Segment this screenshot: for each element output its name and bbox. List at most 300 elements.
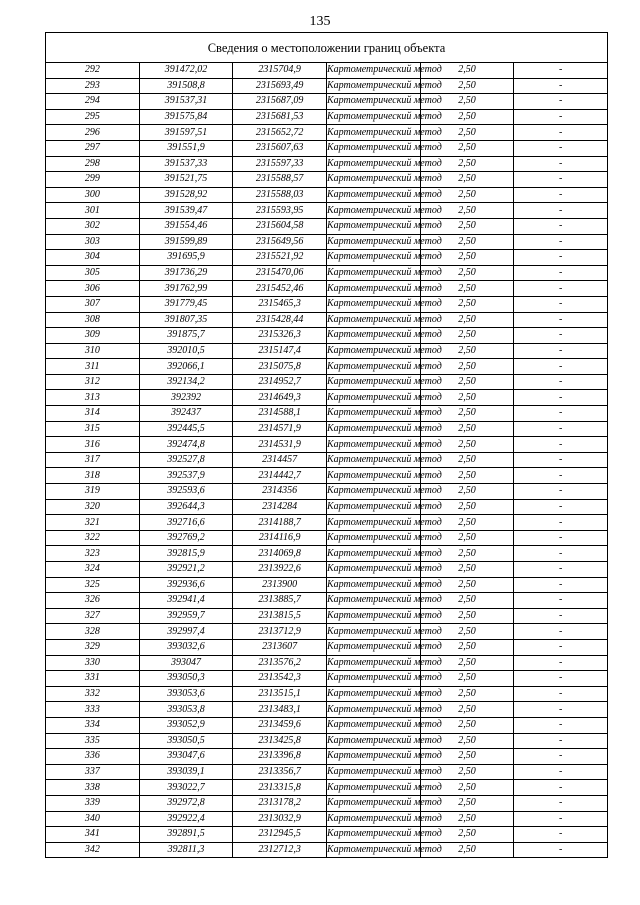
table-row xyxy=(46,78,608,94)
method-cell: Картометрический метод xyxy=(326,406,420,422)
y-coordinate-cell: 2313032,9 xyxy=(233,811,327,827)
point-number-cell: 320 xyxy=(46,499,140,515)
point-number-cell: 309 xyxy=(46,328,140,344)
table-row xyxy=(46,593,608,609)
point-number-cell: 331 xyxy=(46,671,140,687)
x-coordinate-cell: 391539,47 xyxy=(139,203,233,219)
table-row xyxy=(46,484,608,500)
description-cell: - xyxy=(514,764,608,780)
x-coordinate-cell: 392716,6 xyxy=(139,515,233,531)
table-row xyxy=(46,218,608,234)
description-cell: - xyxy=(514,374,608,390)
point-number-cell: 332 xyxy=(46,686,140,702)
method-cell: Картометрический метод xyxy=(326,655,420,671)
x-coordinate-cell: 391508,8 xyxy=(139,78,233,94)
description-cell: - xyxy=(514,749,608,765)
table-row xyxy=(46,437,608,453)
description-cell: - xyxy=(514,639,608,655)
method-cell: Картометрический метод xyxy=(326,639,420,655)
method-cell: Картометрический метод xyxy=(326,265,420,281)
x-coordinate-cell: 393053,6 xyxy=(139,686,233,702)
accuracy-cell: 2,50 xyxy=(420,452,514,468)
description-cell: - xyxy=(514,452,608,468)
point-number-cell: 327 xyxy=(46,608,140,624)
method-cell: Картометрический метод xyxy=(326,343,420,359)
y-coordinate-cell: 2314116,9 xyxy=(233,530,327,546)
x-coordinate-cell: 393052,9 xyxy=(139,717,233,733)
description-cell: - xyxy=(514,702,608,718)
x-coordinate-cell: 391779,45 xyxy=(139,296,233,312)
point-number-cell: 311 xyxy=(46,359,140,375)
description-cell: - xyxy=(514,468,608,484)
point-number-cell: 330 xyxy=(46,655,140,671)
point-number-cell: 316 xyxy=(46,437,140,453)
y-coordinate-cell: 2315588,57 xyxy=(233,172,327,188)
description-cell: - xyxy=(514,250,608,266)
table-row xyxy=(46,172,608,188)
y-coordinate-cell: 2312945,5 xyxy=(233,827,327,843)
accuracy-cell: 2,50 xyxy=(420,749,514,765)
x-coordinate-cell: 391554,46 xyxy=(139,218,233,234)
accuracy-cell: 2,50 xyxy=(420,187,514,203)
method-cell: Картометрический метод xyxy=(326,842,420,858)
x-coordinate-cell: 392134,2 xyxy=(139,374,233,390)
description-cell: - xyxy=(514,484,608,500)
x-coordinate-cell: 392066,1 xyxy=(139,359,233,375)
table-row xyxy=(46,577,608,593)
y-coordinate-cell: 2315326,3 xyxy=(233,328,327,344)
x-coordinate-cell: 392769,2 xyxy=(139,530,233,546)
method-cell: Картометрический метод xyxy=(326,125,420,141)
x-coordinate-cell: 391875,7 xyxy=(139,328,233,344)
y-coordinate-cell: 2313425,8 xyxy=(233,733,327,749)
point-number-cell: 334 xyxy=(46,717,140,733)
x-coordinate-cell: 393022,7 xyxy=(139,780,233,796)
accuracy-cell: 2,50 xyxy=(420,639,514,655)
y-coordinate-cell: 2315687,09 xyxy=(233,94,327,110)
description-cell: - xyxy=(514,265,608,281)
description-cell: - xyxy=(514,733,608,749)
description-cell: - xyxy=(514,686,608,702)
description-cell: - xyxy=(514,63,608,79)
description-cell: - xyxy=(514,281,608,297)
accuracy-cell: 2,50 xyxy=(420,250,514,266)
y-coordinate-cell: 2314442,7 xyxy=(233,468,327,484)
accuracy-cell: 2,50 xyxy=(420,328,514,344)
section-title: Сведения о местоположении границ объекта xyxy=(46,33,608,63)
x-coordinate-cell: 391599,89 xyxy=(139,234,233,250)
x-coordinate-cell: 391472,02 xyxy=(139,63,233,79)
y-coordinate-cell: 2313815,5 xyxy=(233,608,327,624)
y-coordinate-cell: 2315649,56 xyxy=(233,234,327,250)
y-coordinate-cell: 2315681,53 xyxy=(233,109,327,125)
table-row xyxy=(46,717,608,733)
x-coordinate-cell: 392959,7 xyxy=(139,608,233,624)
x-coordinate-cell: 392445,5 xyxy=(139,421,233,437)
table-row xyxy=(46,530,608,546)
method-cell: Картометрический метод xyxy=(326,156,420,172)
x-coordinate-cell: 392891,5 xyxy=(139,827,233,843)
x-coordinate-cell: 392811,3 xyxy=(139,842,233,858)
table-row xyxy=(46,515,608,531)
description-cell: - xyxy=(514,140,608,156)
point-number-cell: 305 xyxy=(46,265,140,281)
table-row xyxy=(46,499,608,515)
method-cell: Картометрический метод xyxy=(326,484,420,500)
point-number-cell: 295 xyxy=(46,109,140,125)
x-coordinate-cell: 391537,33 xyxy=(139,156,233,172)
accuracy-cell: 2,50 xyxy=(420,608,514,624)
y-coordinate-cell: 2315652,72 xyxy=(233,125,327,141)
y-coordinate-cell: 2315604,58 xyxy=(233,218,327,234)
accuracy-cell: 2,50 xyxy=(420,717,514,733)
accuracy-cell: 2,50 xyxy=(420,406,514,422)
y-coordinate-cell: 2314571,9 xyxy=(233,421,327,437)
method-cell: Картометрический метод xyxy=(326,764,420,780)
table-row xyxy=(46,702,608,718)
method-cell: Картометрический метод xyxy=(326,109,420,125)
point-number-cell: 314 xyxy=(46,406,140,422)
table-row xyxy=(46,811,608,827)
table-row xyxy=(46,827,608,843)
table-row xyxy=(46,125,608,141)
x-coordinate-cell: 392527,8 xyxy=(139,452,233,468)
point-number-cell: 333 xyxy=(46,702,140,718)
table-title-row xyxy=(46,33,608,63)
table-row xyxy=(46,109,608,125)
method-cell: Картометрический метод xyxy=(326,359,420,375)
description-cell: - xyxy=(514,717,608,733)
point-number-cell: 293 xyxy=(46,78,140,94)
table-row xyxy=(46,733,608,749)
x-coordinate-cell: 392537,9 xyxy=(139,468,233,484)
x-coordinate-cell: 392922,4 xyxy=(139,811,233,827)
point-number-cell: 300 xyxy=(46,187,140,203)
point-number-cell: 304 xyxy=(46,250,140,266)
accuracy-cell: 2,50 xyxy=(420,515,514,531)
method-cell: Картометрический метод xyxy=(326,78,420,94)
x-coordinate-cell: 392815,9 xyxy=(139,546,233,562)
point-number-cell: 312 xyxy=(46,374,140,390)
x-coordinate-cell: 392392 xyxy=(139,390,233,406)
y-coordinate-cell: 2315470,06 xyxy=(233,265,327,281)
method-cell: Картометрический метод xyxy=(326,250,420,266)
y-coordinate-cell: 2313576,2 xyxy=(233,655,327,671)
x-coordinate-cell: 392972,8 xyxy=(139,795,233,811)
accuracy-cell: 2,50 xyxy=(420,702,514,718)
method-cell: Картометрический метод xyxy=(326,312,420,328)
description-cell: - xyxy=(514,795,608,811)
point-number-cell: 325 xyxy=(46,577,140,593)
method-cell: Картометрический метод xyxy=(326,593,420,609)
x-coordinate-cell: 391575,84 xyxy=(139,109,233,125)
point-number-cell: 341 xyxy=(46,827,140,843)
table-row xyxy=(46,343,608,359)
description-cell: - xyxy=(514,811,608,827)
accuracy-cell: 2,50 xyxy=(420,827,514,843)
point-number-cell: 308 xyxy=(46,312,140,328)
method-cell: Картометрический метод xyxy=(326,733,420,749)
accuracy-cell: 2,50 xyxy=(420,390,514,406)
table-row xyxy=(46,359,608,375)
description-cell: - xyxy=(514,234,608,250)
y-coordinate-cell: 2313900 xyxy=(233,577,327,593)
x-coordinate-cell: 391528,92 xyxy=(139,187,233,203)
y-coordinate-cell: 2315521,92 xyxy=(233,250,327,266)
y-coordinate-cell: 2315704,9 xyxy=(233,63,327,79)
accuracy-cell: 2,50 xyxy=(420,218,514,234)
method-cell: Картометрический метод xyxy=(326,94,420,110)
y-coordinate-cell: 2313885,7 xyxy=(233,593,327,609)
description-cell: - xyxy=(514,842,608,858)
accuracy-cell: 2,50 xyxy=(420,265,514,281)
x-coordinate-cell: 391695,9 xyxy=(139,250,233,266)
point-number-cell: 313 xyxy=(46,390,140,406)
y-coordinate-cell: 2313922,6 xyxy=(233,562,327,578)
accuracy-cell: 2,50 xyxy=(420,234,514,250)
table-row xyxy=(46,546,608,562)
table-row xyxy=(46,156,608,172)
description-cell: - xyxy=(514,203,608,219)
y-coordinate-cell: 2315428,44 xyxy=(233,312,327,328)
accuracy-cell: 2,50 xyxy=(420,546,514,562)
method-cell: Картометрический метод xyxy=(326,686,420,702)
x-coordinate-cell: 391807,35 xyxy=(139,312,233,328)
description-cell: - xyxy=(514,421,608,437)
accuracy-cell: 2,50 xyxy=(420,499,514,515)
accuracy-cell: 2,50 xyxy=(420,624,514,640)
point-number-cell: 339 xyxy=(46,795,140,811)
accuracy-cell: 2,50 xyxy=(420,63,514,79)
point-number-cell: 324 xyxy=(46,562,140,578)
description-cell: - xyxy=(514,343,608,359)
table-row xyxy=(46,312,608,328)
accuracy-cell: 2,50 xyxy=(420,203,514,219)
y-coordinate-cell: 2315452,46 xyxy=(233,281,327,297)
method-cell: Картометрический метод xyxy=(326,437,420,453)
y-coordinate-cell: 2313483,1 xyxy=(233,702,327,718)
method-cell: Картометрический метод xyxy=(326,187,420,203)
description-cell: - xyxy=(514,125,608,141)
y-coordinate-cell: 2315465,3 xyxy=(233,296,327,312)
description-cell: - xyxy=(514,499,608,515)
table-row xyxy=(46,250,608,266)
y-coordinate-cell: 2313356,7 xyxy=(233,764,327,780)
x-coordinate-cell: 393047,6 xyxy=(139,749,233,765)
table-row xyxy=(46,780,608,796)
table-row xyxy=(46,764,608,780)
description-cell: - xyxy=(514,406,608,422)
description-cell: - xyxy=(514,156,608,172)
table-row xyxy=(46,94,608,110)
point-number-cell: 315 xyxy=(46,421,140,437)
accuracy-cell: 2,50 xyxy=(420,421,514,437)
point-number-cell: 329 xyxy=(46,639,140,655)
x-coordinate-cell: 391736,29 xyxy=(139,265,233,281)
accuracy-cell: 2,50 xyxy=(420,109,514,125)
description-cell: - xyxy=(514,312,608,328)
description-cell: - xyxy=(514,562,608,578)
table-row xyxy=(46,624,608,640)
x-coordinate-cell: 393032,6 xyxy=(139,639,233,655)
description-cell: - xyxy=(514,608,608,624)
accuracy-cell: 2,50 xyxy=(420,842,514,858)
page-number: 135 xyxy=(309,14,331,29)
point-number-cell: 328 xyxy=(46,624,140,640)
table-row xyxy=(46,468,608,484)
point-number-cell: 336 xyxy=(46,749,140,765)
description-cell: - xyxy=(514,827,608,843)
table-row xyxy=(46,655,608,671)
point-number-cell: 322 xyxy=(46,530,140,546)
table-row xyxy=(46,671,608,687)
accuracy-cell: 2,50 xyxy=(420,437,514,453)
y-coordinate-cell: 2313178,2 xyxy=(233,795,327,811)
point-number-cell: 342 xyxy=(46,842,140,858)
point-number-cell: 294 xyxy=(46,94,140,110)
description-cell: - xyxy=(514,780,608,796)
method-cell: Картометрический метод xyxy=(326,328,420,344)
method-cell: Картометрический метод xyxy=(326,140,420,156)
point-number-cell: 321 xyxy=(46,515,140,531)
description-cell: - xyxy=(514,546,608,562)
x-coordinate-cell: 392644,3 xyxy=(139,499,233,515)
x-coordinate-cell: 392474,8 xyxy=(139,437,233,453)
description-cell: - xyxy=(514,296,608,312)
table-row xyxy=(46,562,608,578)
method-cell: Картометрический метод xyxy=(326,827,420,843)
table-row xyxy=(46,842,608,858)
method-cell: Картометрический метод xyxy=(326,702,420,718)
accuracy-cell: 2,50 xyxy=(420,593,514,609)
x-coordinate-cell: 393050,5 xyxy=(139,733,233,749)
x-coordinate-cell: 391537,31 xyxy=(139,94,233,110)
point-number-cell: 340 xyxy=(46,811,140,827)
table-row xyxy=(46,265,608,281)
y-coordinate-cell: 2313712,9 xyxy=(233,624,327,640)
accuracy-cell: 2,50 xyxy=(420,733,514,749)
y-coordinate-cell: 2313542,3 xyxy=(233,671,327,687)
accuracy-cell: 2,50 xyxy=(420,140,514,156)
accuracy-cell: 2,50 xyxy=(420,312,514,328)
x-coordinate-cell: 391762,99 xyxy=(139,281,233,297)
description-cell: - xyxy=(514,187,608,203)
accuracy-cell: 2,50 xyxy=(420,468,514,484)
method-cell: Картометрический метод xyxy=(326,203,420,219)
point-number-cell: 301 xyxy=(46,203,140,219)
table-body xyxy=(46,33,608,858)
accuracy-cell: 2,50 xyxy=(420,655,514,671)
table-row xyxy=(46,281,608,297)
accuracy-cell: 2,50 xyxy=(420,686,514,702)
boundary-coordinates-table xyxy=(45,32,608,858)
point-number-cell: 338 xyxy=(46,780,140,796)
x-coordinate-cell: 392936,6 xyxy=(139,577,233,593)
x-coordinate-cell: 392010,5 xyxy=(139,343,233,359)
method-cell: Картометрический метод xyxy=(326,624,420,640)
table-row xyxy=(46,608,608,624)
description-cell: - xyxy=(514,328,608,344)
accuracy-cell: 2,50 xyxy=(420,374,514,390)
method-cell: Картометрический метод xyxy=(326,749,420,765)
accuracy-cell: 2,50 xyxy=(420,156,514,172)
y-coordinate-cell: 2315607,63 xyxy=(233,140,327,156)
method-cell: Картометрический метод xyxy=(326,795,420,811)
description-cell: - xyxy=(514,437,608,453)
method-cell: Картометрический метод xyxy=(326,421,420,437)
method-cell: Картометрический метод xyxy=(326,530,420,546)
accuracy-cell: 2,50 xyxy=(420,359,514,375)
accuracy-cell: 2,50 xyxy=(420,795,514,811)
accuracy-cell: 2,50 xyxy=(420,577,514,593)
accuracy-cell: 2,50 xyxy=(420,780,514,796)
description-cell: - xyxy=(514,593,608,609)
point-number-cell: 296 xyxy=(46,125,140,141)
x-coordinate-cell: 392921,2 xyxy=(139,562,233,578)
table-row xyxy=(46,63,608,79)
method-cell: Картометрический метод xyxy=(326,281,420,297)
point-number-cell: 337 xyxy=(46,764,140,780)
description-cell: - xyxy=(514,94,608,110)
table-row xyxy=(46,686,608,702)
accuracy-cell: 2,50 xyxy=(420,562,514,578)
point-number-cell: 319 xyxy=(46,484,140,500)
y-coordinate-cell: 2315147,4 xyxy=(233,343,327,359)
table-row xyxy=(46,328,608,344)
method-cell: Картометрический метод xyxy=(326,671,420,687)
y-coordinate-cell: 2313607 xyxy=(233,639,327,655)
y-coordinate-cell: 2312712,3 xyxy=(233,842,327,858)
method-cell: Картометрический метод xyxy=(326,608,420,624)
point-number-cell: 302 xyxy=(46,218,140,234)
x-coordinate-cell: 392593,6 xyxy=(139,484,233,500)
description-cell: - xyxy=(514,359,608,375)
point-number-cell: 323 xyxy=(46,546,140,562)
method-cell: Картометрический метод xyxy=(326,218,420,234)
y-coordinate-cell: 2315588,03 xyxy=(233,187,327,203)
table-row xyxy=(46,795,608,811)
method-cell: Картометрический метод xyxy=(326,390,420,406)
method-cell: Картометрический метод xyxy=(326,234,420,250)
x-coordinate-cell: 393050,3 xyxy=(139,671,233,687)
point-number-cell: 335 xyxy=(46,733,140,749)
table-row xyxy=(46,749,608,765)
accuracy-cell: 2,50 xyxy=(420,125,514,141)
method-cell: Картометрический метод xyxy=(326,468,420,484)
y-coordinate-cell: 2314531,9 xyxy=(233,437,327,453)
table-row xyxy=(46,234,608,250)
accuracy-cell: 2,50 xyxy=(420,671,514,687)
method-cell: Картометрический метод xyxy=(326,780,420,796)
method-cell: Картометрический метод xyxy=(326,374,420,390)
x-coordinate-cell: 393053,8 xyxy=(139,702,233,718)
table-row xyxy=(46,452,608,468)
x-coordinate-cell: 392437 xyxy=(139,406,233,422)
point-number-cell: 326 xyxy=(46,593,140,609)
accuracy-cell: 2,50 xyxy=(420,764,514,780)
x-coordinate-cell: 391551,9 xyxy=(139,140,233,156)
table-row xyxy=(46,203,608,219)
description-cell: - xyxy=(514,655,608,671)
point-number-cell: 299 xyxy=(46,172,140,188)
y-coordinate-cell: 2313459,6 xyxy=(233,717,327,733)
point-number-cell: 297 xyxy=(46,140,140,156)
accuracy-cell: 2,50 xyxy=(420,530,514,546)
y-coordinate-cell: 2313315,8 xyxy=(233,780,327,796)
accuracy-cell: 2,50 xyxy=(420,811,514,827)
y-coordinate-cell: 2314284 xyxy=(233,499,327,515)
x-coordinate-cell: 393039,1 xyxy=(139,764,233,780)
